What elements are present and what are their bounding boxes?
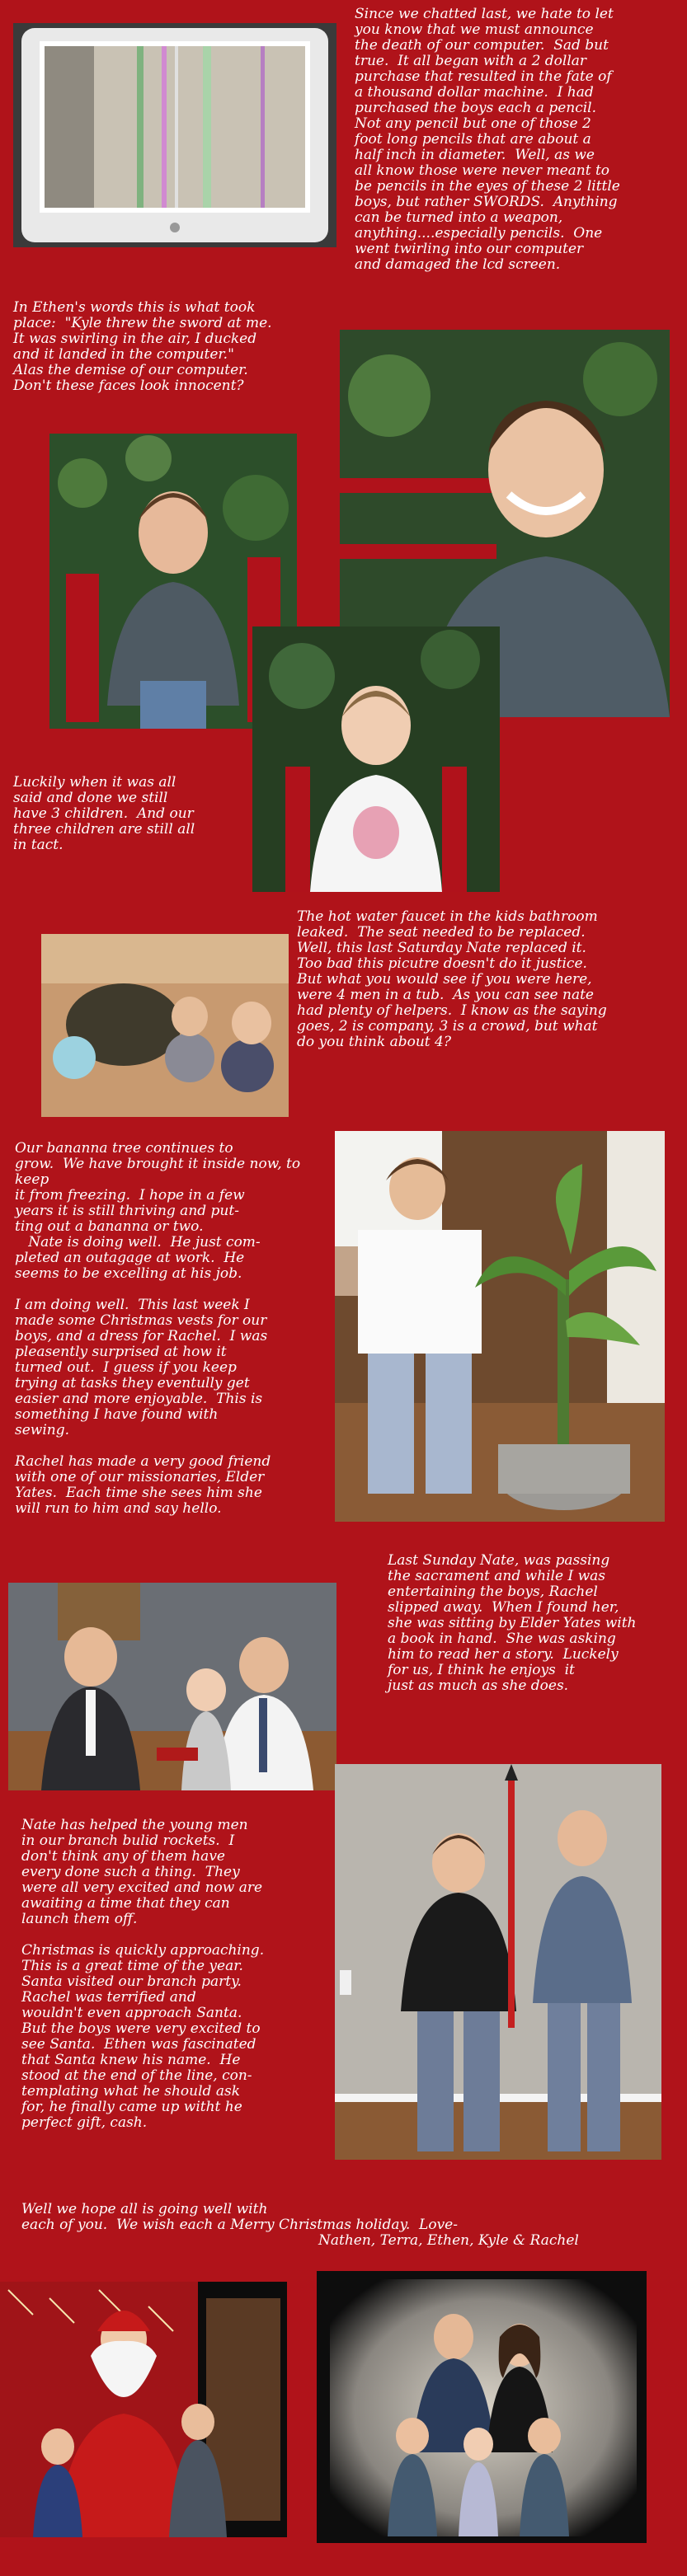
- family-update-paragraph: Our bananna tree continues to grow. We have brought it inside now, to keep it from freezing. I hope in a few years it is still thriving and put- ting out a bananna or two. Nate is doing well. He just com- pleted an outagage at work. He seems to be excelling at his job. I am doing well. This last week I made some Christmas vests for our boys, and a dress for Rachel. I was pleasently surprised at how it turned out. I guess if you keep trying at tasks they eventully get easier and more enjoyable. This is something I have found with sewing. Rachel has made a very good friend with one of our missionaries, Elder Yates. Each time she sees him she will run to him and say hello.: [15, 1140, 301, 1517]
- rocket-photo: [335, 1764, 661, 2160]
- santa-visit-photo: [0, 2282, 287, 2537]
- banana-tree-photo: [335, 1131, 665, 1522]
- elder-yates-photo: [8, 1583, 336, 1790]
- broken-computer-photo: [13, 23, 336, 247]
- family-portrait-photo: [330, 2279, 637, 2536]
- family-signature: Nathen, Terra, Ethen, Kyle & Rachel: [318, 2232, 579, 2249]
- closing-paragraph: Well we hope all is going well with each of you. We wish each a Merry Christmas holiday. Love-: [21, 2201, 458, 2233]
- intro-paragraph: Since we chatted last, we hate to let you know that we must announce the death of our computer. Sad but true. It all began with a 2 dollar purchase that resulted in the fate of a thousand dollar machine. I had purchased the boys each a pencil. Not any pencil but one of those 2 foot long pencils that are about a half inch in diameter. Well, as we all know those were never meant to be pencils in the eyes of these 2 little boys, but rather SWORDS. Anything can be turned into a weapon, anything....especially pencils. One went twirling into our computer and damaged the lcd screen.: [355, 6, 620, 273]
- rockets-christmas-paragraph: Nate has helped the young men in our branch bulid rockets. I don't think any of them have every done such a thing. They were all very excited and now are awaiting a time that they can launch them off. Christmas is quickly approaching. This is a great time of the year. Santa visited our branch party. Rachel was terrified and wouldn't even approach Santa. But the boys were very excited to see Santa. Ethen was fascinated that Santa knew his name. He stood at the end of the line, con- templating what he should ask for, he finally came up witht he perfect gift, cash.: [21, 1817, 265, 2131]
- luckily-paragraph: Luckily when it was all said and done we still have 3 children. And our three children are still all in tact.: [13, 774, 195, 853]
- bathroom-repair-photo: [41, 934, 289, 1117]
- ethen-quote-paragraph: In Ethen's words this is what took place: "Kyle threw the sword at me. It was swirling in the air, I ducked and it landed in the computer." Alas the demise of our computer. Don't these faces look innocent?: [13, 299, 272, 394]
- sacrament-paragraph: Last Sunday Nate, was passing the sacrament and while I was entertaining the boys, Rachel slipped away. When I found her, she was sitting by Elder Yates with a book in hand. She was asking him to read her a story. Luckely for us, I think he enjoys it just as much as she does.: [388, 1552, 637, 1694]
- faucet-paragraph: The hot water faucet in the kids bathroom leaked. The seat needed to be replaced. Well, this last Saturday Nate replaced it. Too bad this picutre doesn't do it justice. But what you would see if you were here, were 4 men in a tub. As you can see nate had plenty of helpers. I know as the saying goes, 2 is company, 3 is a crowd, but what do you think about 4?: [297, 908, 607, 1050]
- rachel-photo: [252, 626, 500, 892]
